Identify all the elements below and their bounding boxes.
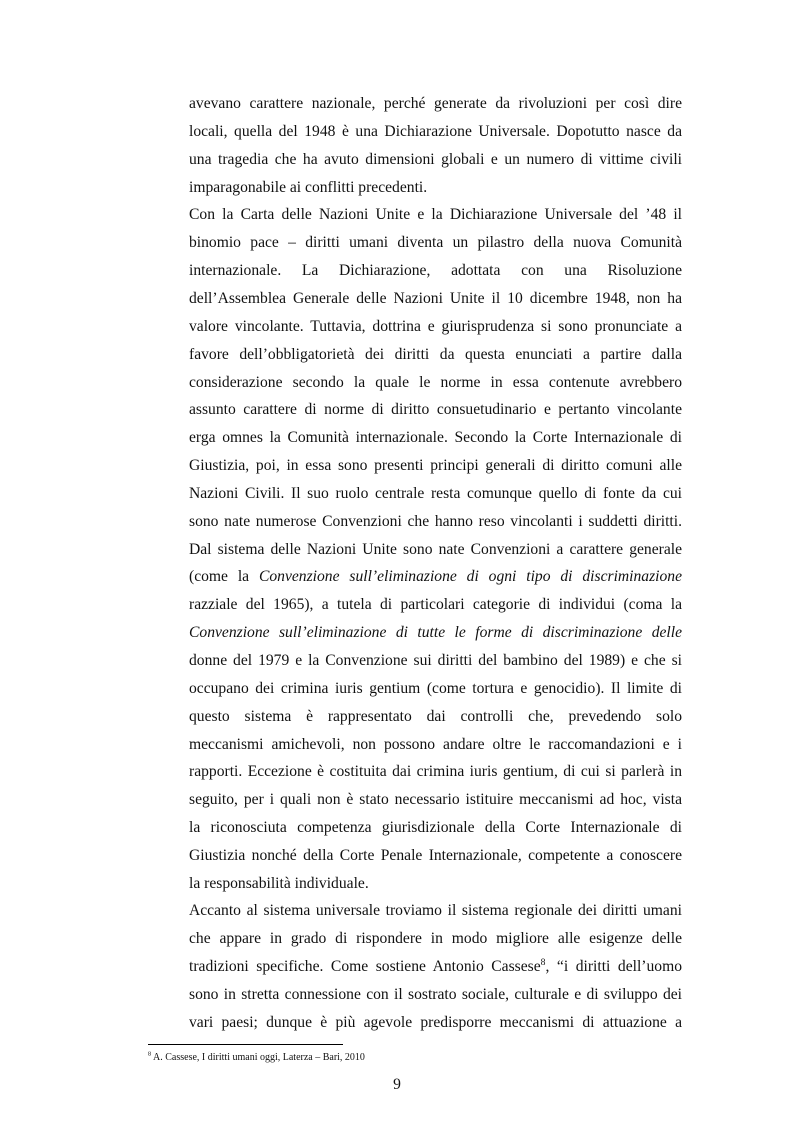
convention-title: Convenzione sull’eliminazione di tutte le forme di discriminazione delle <box>189 624 682 641</box>
body-line: meccanismi amichevoli, non possono andare oltre le raccomandazioni e i <box>189 736 682 753</box>
body-line: assunto carattere di norme di diritto consuetudinario e pertanto vincolante <box>189 401 682 418</box>
body-line: sono nate numerose Convenzioni che hanno reso vincolanti i suddetti diritti. <box>189 513 682 530</box>
body-line-text: , “i diritti dell’uomo <box>545 958 682 975</box>
body-line: donne del 1979 e la Convenzione sui diritti del bambino del 1989) e che si <box>189 652 682 669</box>
footnote-marker: 8 <box>148 1050 152 1058</box>
body-line: Nazioni Civili. Il suo ruolo centrale resta comunque quello di fonte da cui <box>189 485 682 502</box>
body-line: vari paesi; dunque è più agevole predisporre meccanismi di attuazione a <box>189 1014 682 1031</box>
body-line: Dal sistema delle Nazioni Unite sono nate Convenzioni a carattere generale <box>189 541 682 558</box>
footnote-separator <box>148 1044 343 1045</box>
body-line: internazionale. La Dichiarazione, adottata con una Risoluzione <box>189 262 682 279</box>
body-line-text: (come la <box>189 568 259 585</box>
footnote-text: A. Cassese, I diritti umani oggi, Laterza – Bari, 2010 <box>151 1052 365 1063</box>
body-line: valore vincolante. Tuttavia, dottrina e giurisprudenza si sono pronunciate a <box>189 318 682 335</box>
convention-title: Convenzione sull’eliminazione di ogni tipo di discriminazione <box>258 568 683 585</box>
body-line-text: tradizioni specifiche. Come sostiene Antonio Cassese <box>189 958 541 975</box>
body-line: favore dell’obbligatorietà dei diritti da questa enunciati a partire dalla <box>189 346 682 363</box>
body-line <box>189 955 682 979</box>
body-line: che appare in grado di rispondere in modo migliore alle esigenze delle <box>189 930 682 947</box>
body-line: seguito, per i quali non è stato necessario istituire meccanismi ad hoc, vista <box>189 791 682 808</box>
body-line: dell’Assemblea Generale delle Nazioni Unite il 10 dicembre 1948, non ha <box>189 290 682 307</box>
body-line: avevano carattere nazionale, perché generate da rivoluzioni per così dire <box>189 95 682 112</box>
body-line: Giustizia, poi, in essa sono presenti principi generali di diritto comuni alle <box>189 457 682 474</box>
body-line <box>189 565 682 589</box>
page-number: 9 <box>393 1076 401 1093</box>
body-line: la responsabilità individuale. <box>189 875 369 892</box>
body-line: sono in stretta connessione con il sostrato sociale, culturale e di sviluppo dei <box>189 986 682 1003</box>
body-line: razziale del 1965), a tutela di particolari categorie di individui (coma la <box>189 596 682 613</box>
body-line: considerazione secondo la quale le norme in essa contenute avrebbero <box>189 374 682 391</box>
footnote-reference[interactable]: 8 <box>540 956 546 968</box>
footnote <box>148 1051 688 1065</box>
body-line: la riconosciuta competenza giurisdizionale della Corte Internazionale di <box>189 819 682 836</box>
body-line: una tragedia che ha avuto dimensioni globali e un numero di vittime civili <box>189 151 682 168</box>
body-line: questo sistema è rappresentato dai controlli che, prevedendo solo <box>189 708 682 725</box>
body-line: imparagonabile ai conflitti precedenti. <box>189 179 428 196</box>
body-line <box>189 621 682 645</box>
body-line: Giustizia nonché della Corte Penale Internazionale, competente a conoscere <box>189 847 682 864</box>
body-line: binomio pace – diritti umani diventa un pilastro della nuova Comunità <box>189 234 682 251</box>
body-line: Con la Carta delle Nazioni Unite e la Dichiarazione Universale del ’48 il <box>189 206 682 223</box>
body-line: occupano dei crimina iuris gentium (come tortura e genocidio). Il limite di <box>189 680 682 697</box>
body-line: rapporti. Eccezione è costituita dai crimina iuris gentium, di cui si parlerà in <box>189 763 682 780</box>
body-line: erga omnes la Comunità internazionale. Secondo la Corte Internazionale di <box>189 429 682 446</box>
body-line: Accanto al sistema universale troviamo il sistema regionale dei diritti umani <box>189 902 682 919</box>
body-line: locali, quella del 1948 è una Dichiarazione Universale. Dopotutto nasce da <box>189 123 682 140</box>
